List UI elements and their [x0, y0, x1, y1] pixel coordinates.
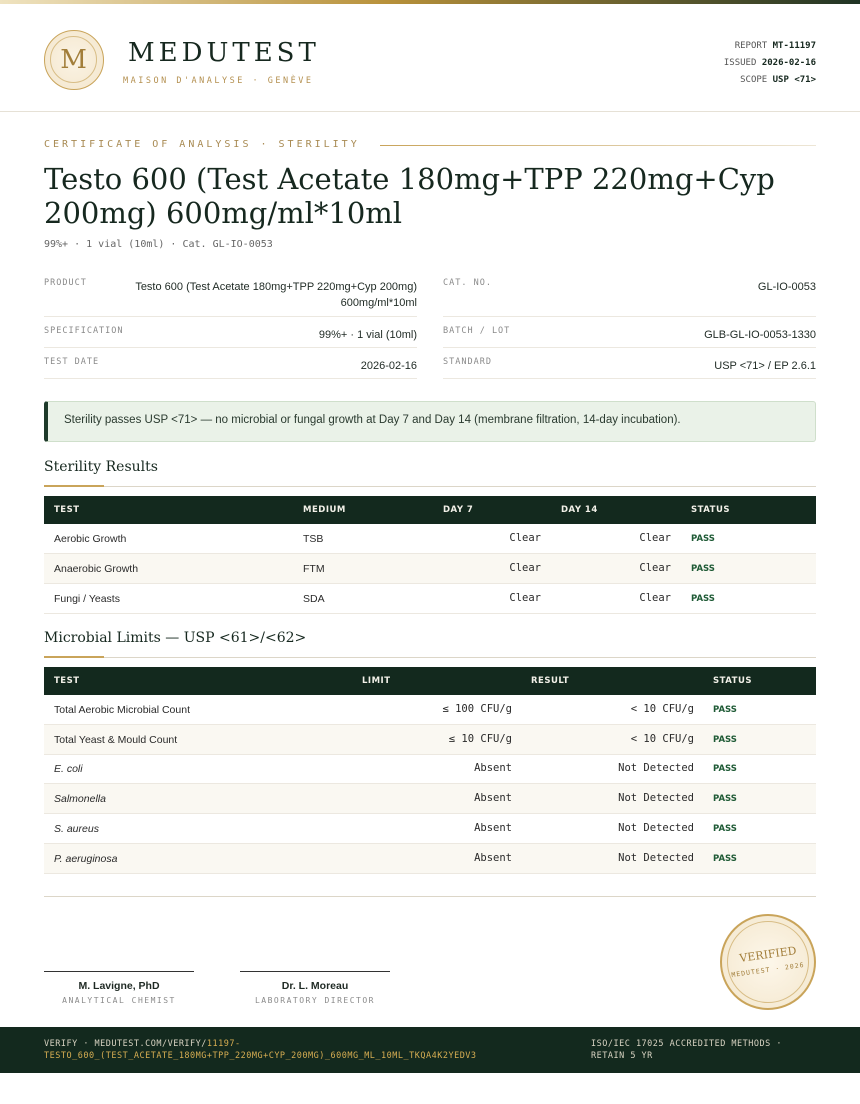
test-name: Total Aerobic Microbial Count	[54, 704, 190, 716]
test-date-field	[44, 353, 417, 379]
table-row	[44, 784, 816, 814]
scope-value: USP <71>	[772, 75, 816, 85]
batch-field	[443, 322, 816, 348]
table-row	[44, 754, 816, 784]
status-badge: PASS	[713, 794, 737, 805]
day14-value: Clear	[639, 592, 671, 604]
result-value: Not Detected	[618, 821, 694, 834]
day14-value: Clear	[639, 532, 671, 544]
signature-block-chemist	[44, 971, 194, 1005]
kicker-divider	[380, 145, 816, 146]
signature-block-director	[240, 971, 390, 1005]
limit-value: ≤ 10 CFU/g	[448, 732, 512, 745]
issued-label: ISSUED	[723, 58, 757, 68]
table-row	[44, 725, 816, 755]
sterility-notice	[44, 401, 816, 442]
seal-top-text: VERIFIED	[738, 944, 798, 965]
section-rule	[44, 657, 816, 658]
batch-value: GLB-GL-IO-0053-1330	[704, 329, 816, 341]
section-accent	[44, 656, 104, 658]
signer-role: LABORATORY DIRECTOR	[254, 996, 375, 1005]
section-accent	[44, 485, 104, 487]
product-field	[44, 274, 417, 317]
brand-name: MEDUTEST	[128, 38, 320, 68]
sterility-section-title: Sterility Results	[44, 459, 158, 475]
limit-value: ≤ 100 CFU/g	[442, 703, 512, 715]
test-name: E. coli	[54, 763, 83, 776]
table-row	[44, 814, 816, 844]
verify-line	[44, 1038, 564, 1062]
col-medium: MEDIUM	[303, 505, 346, 515]
limit-value: Absent	[474, 792, 512, 805]
col-test: TEST	[54, 676, 80, 686]
test-name: Aerobic Growth	[54, 533, 127, 545]
verified-seal	[720, 914, 816, 1010]
seal-bottom-text: MEDUTEST · 2026	[730, 960, 806, 980]
col-limit: LIMIT	[362, 676, 391, 686]
signer-name: Dr. L. Moreau	[281, 980, 349, 992]
test-name: P. aeruginosa	[54, 852, 118, 865]
document-kicker: CERTIFICATE OF ANALYSIS · STERILITY	[44, 139, 360, 150]
catno-field	[443, 274, 816, 317]
standard-label: STANDARD	[443, 357, 492, 367]
col-status: STATUS	[713, 676, 753, 686]
report-meta	[724, 38, 816, 89]
status-badge: PASS	[713, 764, 737, 775]
day7-value: Clear	[509, 592, 541, 604]
test-name: S. aureus	[54, 822, 99, 835]
microbial-table-header	[44, 667, 816, 695]
sterility-table-header	[44, 496, 816, 524]
medium-value: SDA	[303, 593, 325, 605]
verify-prefix: VERIFY · MEDUTEST.COM/VERIFY/	[44, 1039, 207, 1049]
report-header	[0, 4, 860, 112]
specification-value: 99%+ · 1 vial (10ml)	[318, 329, 417, 341]
status-badge: PASS	[691, 594, 715, 604]
brand-logo	[44, 30, 104, 90]
scope-label: SCOPE	[740, 75, 768, 85]
col-day14: DAY 14	[561, 505, 598, 515]
table-row	[44, 844, 816, 874]
table-row	[44, 695, 816, 725]
result-value: Not Detected	[618, 792, 694, 805]
test-name: Anaerobic Growth	[54, 563, 139, 575]
product-value: Testo 600 (Test Acetate 180mg+TPP 220mg+Cyp 200mg) 600mg/ml*10ml	[135, 281, 417, 309]
report-footer	[0, 1027, 860, 1073]
limit-value: Absent	[474, 821, 512, 834]
status-badge: PASS	[713, 705, 737, 715]
specification-label: SPECIFICATION	[44, 326, 124, 336]
medium-value: TSB	[303, 533, 324, 545]
test-date-label: TEST DATE	[44, 357, 100, 367]
product-subtitle: 99%+ · 1 vial (10ml) · Cat. GL-IO-0053	[44, 239, 273, 250]
specification-field	[44, 322, 417, 348]
day14-value: Clear	[639, 562, 671, 574]
accreditation-note: ISO/IEC 17025 ACCREDITED METHODS · RETAIN 5 YR	[591, 1039, 782, 1061]
standard-value: USP <71> / EP 2.6.1	[714, 360, 816, 372]
test-name: Salmonella	[54, 793, 106, 806]
issued-date: 2026-02-16	[761, 58, 816, 68]
status-badge: PASS	[713, 853, 737, 864]
col-test: TEST	[54, 505, 80, 515]
day7-value: Clear	[509, 562, 541, 574]
status-badge: PASS	[691, 534, 715, 544]
batch-label: BATCH / LOT	[443, 326, 511, 336]
logo-letter: M	[50, 36, 97, 83]
notice-text: Sterility passes USP <71> — no microbial or fungal growth at Day 7 and Day 14 (membrane filtration, 14-day incubation).	[64, 414, 681, 426]
product-label: PRODUCT	[44, 278, 87, 288]
table-row	[44, 524, 816, 554]
signer-name: M. Lavigne, PhD	[78, 980, 160, 992]
catno-value: GL-IO-0053	[757, 281, 816, 293]
test-name: Fungi / Yeasts	[54, 593, 120, 605]
col-day7: DAY 7	[443, 505, 474, 515]
standard-field	[443, 353, 816, 379]
result-value: Not Detected	[618, 762, 694, 775]
section-rule	[44, 486, 816, 487]
signature-divider	[44, 896, 816, 897]
verify-link[interactable]: 11197-TESTO_600_(TEST_ACETATE_180MG+TPP_220MG+CYP_200MG)_600MG_ML_10ML_TKQA4K2YEDV3	[44, 1039, 477, 1061]
product-title: Testo 600 (Test Acetate 180mg+TPP 220mg+Cyp 200mg) 600mg/ml*10ml	[44, 162, 775, 230]
table-row	[44, 584, 816, 614]
signer-role: ANALYTICAL CHEMIST	[62, 996, 176, 1005]
day7-value: Clear	[509, 532, 541, 544]
limit-value: Absent	[474, 851, 512, 864]
status-badge: PASS	[713, 823, 737, 834]
table-row	[44, 554, 816, 584]
limit-value: Absent	[474, 762, 512, 775]
col-result: RESULT	[531, 676, 570, 686]
test-name: Total Yeast & Mould Count	[54, 733, 178, 746]
report-label: REPORT	[734, 41, 768, 51]
report-number: MT-11197	[772, 41, 816, 51]
col-status: STATUS	[691, 505, 731, 515]
brand-subtitle: MAISON D'ANALYSE · GENÈVE	[123, 76, 314, 86]
result-value: Not Detected	[618, 851, 694, 864]
test-date-value: 2026-02-16	[360, 360, 417, 372]
status-badge: PASS	[713, 734, 737, 745]
microbial-section-title: Microbial Limits — USP <61>/<62>	[44, 630, 307, 646]
catno-label: CAT. NO.	[443, 278, 492, 288]
result-value: < 10 CFU/g	[630, 703, 694, 715]
medium-value: FTM	[303, 563, 325, 575]
result-value: < 10 CFU/g	[630, 732, 694, 745]
status-badge: PASS	[691, 564, 715, 574]
